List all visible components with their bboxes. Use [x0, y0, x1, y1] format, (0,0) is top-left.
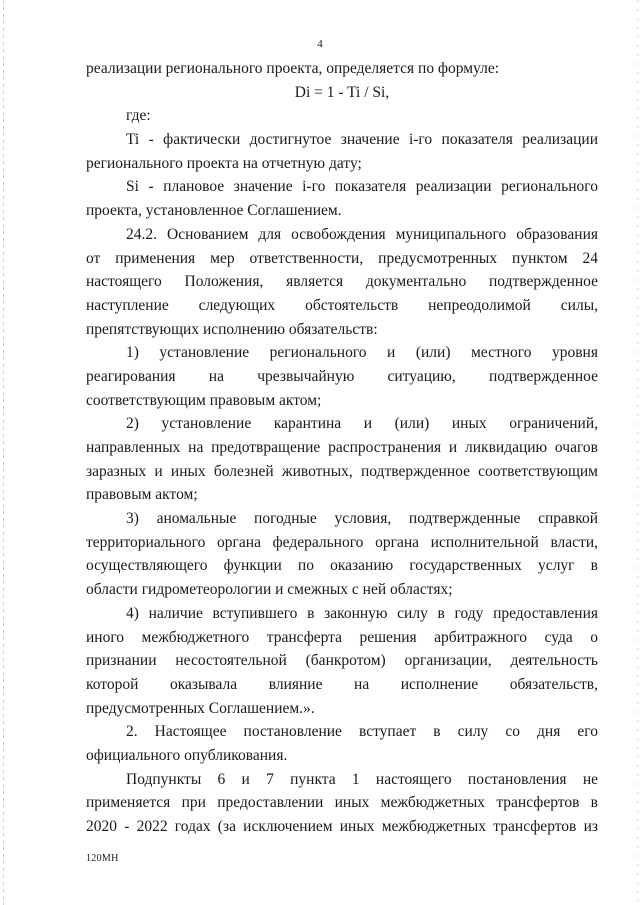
- text-line: осуществляющего функции по оказанию государственных услуг в: [86, 557, 598, 575]
- text-line: Si - плановое значение i-го показателя реализации регионального: [126, 178, 598, 196]
- text-line: 2020 - 2022 годах (за исключением иных межбюджетных трансфертов из: [86, 818, 598, 835]
- text-line: проекта, установленное Соглашением.: [86, 202, 342, 220]
- text-line: применяется при предоставлении иных межбюджетных трансфертов в: [86, 794, 598, 812]
- text-line: иного межбюджетного трансферта решения арбитражного суда о: [86, 628, 598, 646]
- scan-edge-right: [637, 0, 638, 905]
- text-line: 2) установление карантина и (или) иных ограничений,: [126, 415, 598, 433]
- page-number: 4: [317, 38, 323, 50]
- text-line: 4) наличие вступившего в законную силу в году предоставления: [126, 604, 598, 622]
- scan-edge-left: [3, 0, 4, 905]
- text-line: территориального органа федерального органа исполнительной власти,: [86, 533, 598, 551]
- document-body: [86, 57, 598, 839]
- text-line: Ti - фактически достигнутое значение i-го показателя реализации: [126, 131, 598, 149]
- text-line: Di = 1 - Ti / Si,: [294, 83, 390, 101]
- text-line: регионального проекта на отчетную дату;: [86, 154, 362, 172]
- text-line: препятствующих исполнению обязательств:: [86, 320, 378, 338]
- text-line: от применения мер ответственности, предусмотренных пунктом 24: [86, 249, 598, 267]
- text-line: наступление следующих обстоятельств непреодолимой силы,: [86, 296, 598, 314]
- text-line: 24.2. Основанием для освобождения муниципального образования: [126, 225, 598, 243]
- text-line: где:: [126, 107, 151, 125]
- text-line: 2. Настоящее постановление вступает в силу со дня его: [126, 723, 598, 741]
- text-line: 1) установление регионального и (или) местного уровня: [126, 344, 598, 362]
- text-line: предусмотренных Соглашением.».: [86, 699, 315, 717]
- text-line: направленных на предотвращение распространения и ликвидацию очагов: [86, 439, 598, 456]
- text-line: заразных и иных болезней животных, подтвержденное соответствующим: [86, 462, 598, 480]
- text-line: Подпункты 6 и 7 пункта 1 настоящего постановления не: [126, 770, 598, 788]
- text-line: которой оказывала влияние на исполнение обязательств,: [86, 675, 598, 693]
- document-footer-code: 120МН: [86, 853, 119, 864]
- text-line: реализации регионального проекта, определяется по формуле:: [86, 60, 500, 77]
- text-line: настоящего Положения, является документально подтвержденное: [86, 273, 598, 291]
- text-line: правовым актом;: [86, 486, 198, 504]
- text-line: 3) аномальные погодные условия, подтвержденные справкой: [126, 510, 598, 528]
- text-line: признании несостоятельной (банкротом) организации, деятельность: [86, 652, 598, 670]
- text-line: официального опубликования.: [86, 746, 288, 764]
- text-line: соответствующим правовым актом;: [86, 391, 322, 409]
- text-line: реагирования на чрезвычайную ситуацию, подтвержденное: [86, 367, 598, 385]
- text-line: области гидрометеорологии и смежных с ней областях;: [86, 581, 453, 599]
